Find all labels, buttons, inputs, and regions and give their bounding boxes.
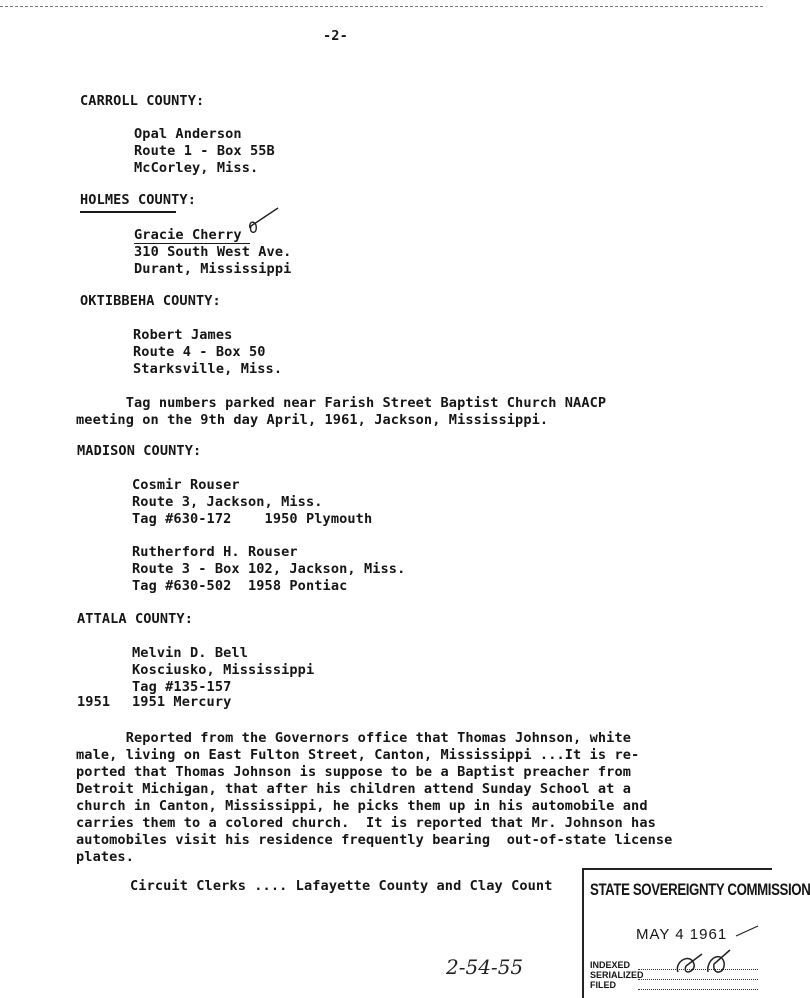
address-line: Robert James — [133, 327, 233, 343]
paragraph-line: automobiles visit his residence frequently bearing out-of-state license — [76, 832, 673, 848]
date-check-mark — [734, 924, 760, 946]
address-line: Rutherford H. Rouser — [132, 544, 298, 560]
address-line: Melvin D. Bell — [132, 645, 248, 661]
handwritten-check-mark — [246, 206, 282, 236]
address-line: Durant, Mississippi — [134, 261, 292, 277]
madison-entry-1 — [132, 477, 372, 528]
address-line: Kosciusko, Mississippi — [132, 662, 315, 678]
madison-entry-2 — [132, 544, 405, 595]
address-line: Opal Anderson — [134, 126, 242, 142]
stamp-title: STATE SOVEREIGNTY COMMISSION — [590, 880, 810, 899]
circuit-clerks-line: Circuit Clerks .... Lafayette County and Clay Count — [130, 878, 553, 894]
holmes-county-heading: HOLMES COUNTY: — [80, 192, 196, 208]
stamp-filed-line — [638, 989, 758, 990]
stamp-filed-label: FILED — [590, 980, 616, 990]
paragraph-line: plates. — [76, 849, 134, 865]
oktibbeha-county-heading: OKTIBBEHA COUNTY: — [80, 293, 221, 309]
madison-county-heading: MADISON COUNTY: — [77, 443, 202, 459]
address-line: 310 South West Ave. — [134, 244, 292, 260]
address-line: Starksville, Miss. — [133, 361, 283, 377]
oktibbeha-address-block — [133, 327, 282, 378]
cherry-underline — [134, 243, 250, 244]
paragraph-line: male, living on East Fulton Street, Canton, Mississippi ...It is re- — [76, 747, 640, 763]
margin-year-note: 1951 — [77, 694, 111, 710]
handwritten-file-number: 2-54-55 — [446, 955, 524, 979]
address-line: McCorley, Miss. — [134, 160, 259, 176]
address-line: Tag #135-157 — [132, 679, 232, 695]
carroll-county-heading: CARROLL COUNTY: — [80, 93, 205, 109]
commission-stamp — [582, 868, 810, 998]
attala-address-block — [132, 645, 314, 696]
address-line: Route 3 - Box 102, Jackson, Miss. — [132, 561, 406, 577]
stamp-indexed-label: INDEXED — [590, 960, 631, 970]
paragraph-line: meeting on the 9th day April, 1961, Jackson, Mississippi. — [76, 412, 549, 428]
paragraph-line: Detroit Michigan, that after his children attend Sunday School at a — [76, 781, 632, 797]
address-line: Route 1 - Box 55B — [134, 143, 275, 159]
address-line: Tag #630-172 1950 Plymouth — [132, 511, 373, 527]
paragraph-line: ported that Thomas Johnson is suppose to be a Baptist preacher from — [76, 764, 632, 780]
page-number: -2- — [323, 28, 348, 44]
holmes-heading-underline — [80, 211, 176, 213]
paragraph-line: Reported from the Governors office that Thomas Johnson, white — [76, 730, 632, 746]
attala-county-heading: ATTALA COUNTY: — [77, 611, 193, 627]
address-line: Tag #630-502 1958 Pontiac — [132, 578, 348, 594]
stamp-serialized-label: SERIALIZED — [590, 970, 644, 980]
paragraph-line: Tag numbers parked near Farish Street Baptist Church NAACP — [76, 395, 607, 411]
handwritten-initials — [672, 946, 732, 980]
address-line: Cosmir Rouser — [132, 477, 240, 493]
carroll-address-block — [134, 126, 275, 177]
top-border-line — [0, 6, 763, 7]
paragraph-line: church in Canton, Mississippi, he picks them up in his automobile and — [76, 798, 648, 814]
paragraph-line: carries them to a colored church. It is reported that Mr. Johnson has — [76, 815, 656, 831]
address-line: Route 4 - Box 50 — [133, 344, 266, 360]
stamp-date: MAY 4 1961 — [636, 926, 728, 943]
tag-numbers-paragraph — [76, 395, 736, 429]
report-paragraph — [76, 730, 736, 866]
attala-car: 1951 Mercury — [132, 694, 232, 710]
address-line: Route 3, Jackson, Miss. — [132, 494, 323, 510]
address-line: Gracie Cherry — [134, 227, 242, 243]
